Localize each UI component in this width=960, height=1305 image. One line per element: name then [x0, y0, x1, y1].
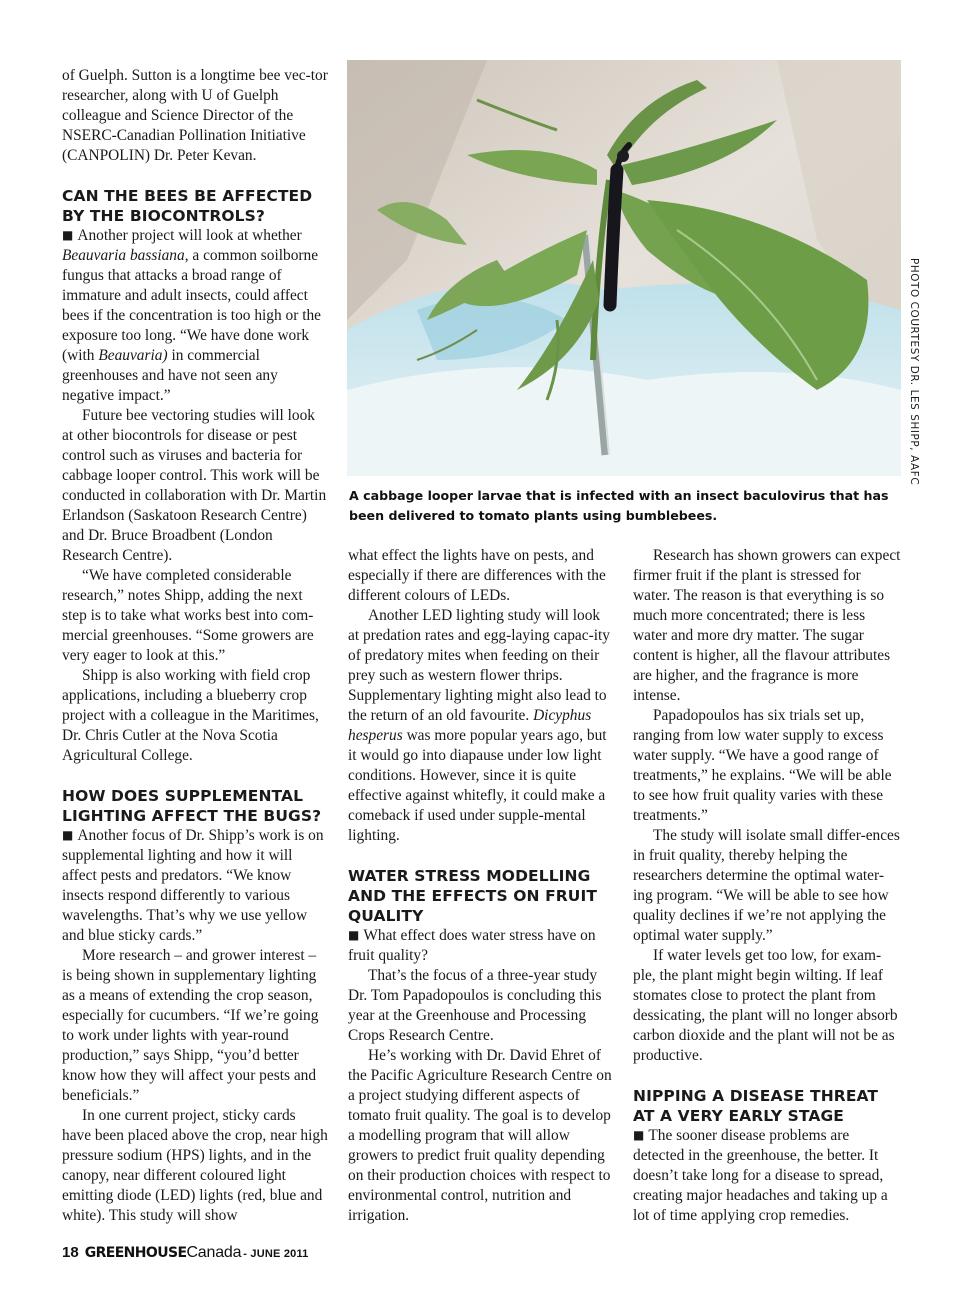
paragraph-lights-effect: what effect the lights have on pests, and especially if there are differences with the different colours of LEDs.	[348, 547, 606, 604]
column-2	[348, 546, 614, 1226]
square-bullet-icon: ■	[633, 1128, 645, 1142]
paragraph-lighting-focus: ■ Another focus of Dr. Shipp’s work is on supplemental lighting and how it will affect pests and predators. “We know insects respond differently to various wavelengths. That’s why we use yellow and blue sticky cards.”	[62, 827, 324, 944]
heading-supplemental-lighting: HOW DOES SUPPLEMENTAL LIGHTING AFFECT THE BUGS?	[62, 787, 322, 825]
paragraph-future-studies: Future bee vectoring studies will look at other biocontrols for disease or pest control such as viruses and bacteria for cabbage looper control. This work will be conducted in collaboration with Dr. Martin Erlandson (Saskatoon Research Centre) and Dr. Bruce Broadbent (London Research Centre).	[62, 407, 327, 564]
photo-cabbage-looper	[347, 60, 901, 476]
photo-caption: A cabbage looper larvae that is infected with an insect baculovirus that has been delivered to tomato plants using bumblebees.	[349, 488, 889, 523]
issue-date: - JUNE 2011	[243, 1248, 309, 1260]
page-number: 18	[62, 1244, 79, 1261]
plant-photo-illustration	[347, 60, 901, 476]
magazine-name-bold: GREENHOUSE	[84, 1245, 187, 1261]
page-footer	[62, 1244, 308, 1264]
paragraph-six-trials: Papadopoulos has six trials set up, ranging from low water supply to excess water supply. “We have a good range of treatments,” he explains. “We will be able to see how fruit quality varies with these treatments.”	[633, 707, 892, 824]
paragraph-disease-detection: ■ The sooner disease problems are detected in the greenhouse, the better. It doesn’t take long for a disease to spread, creating major headaches and taking up a lot of time applying crop remedies.	[633, 1127, 888, 1224]
paragraph-completed-research: “We have completed considerable research,” notes Shipp, adding the next step is to take what works best into com-mercial greenhouses. “Some growers are very eager to look at this.”	[62, 567, 314, 664]
paragraph-more-research: More research – and grower interest – is being shown in supplementary lighting as a means of extending the crop season, especially for cucumbers. “If we’re going to work under lights with year-round production,” says Shipp, “you’d better know how they will affect your pests and beneficials.”	[62, 947, 319, 1104]
paragraph-field-crops: Shipp is also working with field crop applications, including a blueberry crop project with a colleague in the Maritimes, Dr. Chris Cutler at the Nova Scotia Agricultural College.	[62, 667, 319, 764]
photo-credit: PHOTO COURTESY DR. LES SHIPP, AAFC	[908, 258, 920, 486]
heading-water-stress: WATER STRESS MODELLING AND THE EFFECTS ON FRUIT QUALITY	[348, 867, 598, 925]
heading-disease-threat: NIPPING A DISEASE THREAT AT A VERY EARLY STAGE	[633, 1087, 879, 1125]
paragraph-water-levels: If water levels get too low, for exam-ple, the plant might begin wilting. If leaf stomates close to protect the plant from dessicating, the plant will no longer absorb carbon dioxide and the plant will not be as productive.	[633, 947, 898, 1064]
column-3	[633, 546, 901, 1226]
square-bullet-icon: ■	[62, 828, 74, 842]
paragraph-study-focus: That’s the focus of a three-year study Dr. Tom Papadopoulos is concluding this year at the Greenhouse and Processing Crops Research Centre.	[348, 967, 602, 1044]
paragraph-isolate-differences: The study will isolate small differ-ences in fruit quality, thereby helping the researchers determine the optimal water-ing program. “We will be able to see how quality declines if we’re not applying the optimal water supply.”	[633, 827, 900, 944]
paragraph-firmer-fruit: Research has shown growers can expect firmer fruit if the plant is stressed for water. The reason is that everything is so much more concentrated; there is less water and more dry matter. The sugar content is higher, all the flavour attributes are higher, and the fragrance is more intense.	[633, 547, 901, 704]
paragraph-led-study: Another LED lighting study will look at predation rates and egg-laying capac-ity of predatory mites when feeding on their prey such as western flower thrips. Supplementary lighting might also lead to the return of an old favourite. Dicyphus hesperus was more popular years ago, but it would go into diapause under low light conditions. However, since it is quite effective against whitefly, it could make a comeback if used under supple-mental lighting.	[348, 607, 610, 844]
square-bullet-icon: ■	[348, 928, 360, 942]
paragraph-ehret-project: He’s working with Dr. David Ehret of the Pacific Agriculture Research Centre on a project studying different aspects of tomato fruit quality. The goal is to develop a modelling program that will allow growers to predict fruit quality depending on their production choices with respect to environmental control, nutrition and irrigation.	[348, 1047, 612, 1224]
column-1	[62, 66, 328, 1226]
paragraph-current-project: In one current project, sticky cards have been placed above the crop, near high pressure sodium (HPS) lights, and in the canopy, near different coloured light emitting diode (LED) lights (red, blue and white). This study will show	[62, 1107, 328, 1224]
paragraph-water-question: ■ What effect does water stress have on fruit quality?	[348, 927, 596, 964]
paragraph-intro: of Guelph. Sutton is a longtime bee vec-tor researcher, along with U of Guelph colleague and Science Director of the NSERC-Canadian Pollination Initiative (CANPOLIN) Dr. Peter Kevan.	[62, 67, 328, 164]
heading-bees-biocontrols: CAN THE BEES BE AFFECTED BY THE BIOCONTROLS?	[62, 187, 313, 225]
square-bullet-icon: ■	[62, 228, 74, 242]
magazine-name-light: Canada	[186, 1244, 242, 1261]
paragraph-beauvaria: ■ Another project will look at whether Beauvaria bassiana, a common soilborne fungus that attacks a broad range of immature and adult insects, could affect bees if the concentration is too high or the exposure too long. “We have done work (with Beauvaria) in commercial greenhouses and have not seen any negative impact.”	[62, 227, 322, 404]
